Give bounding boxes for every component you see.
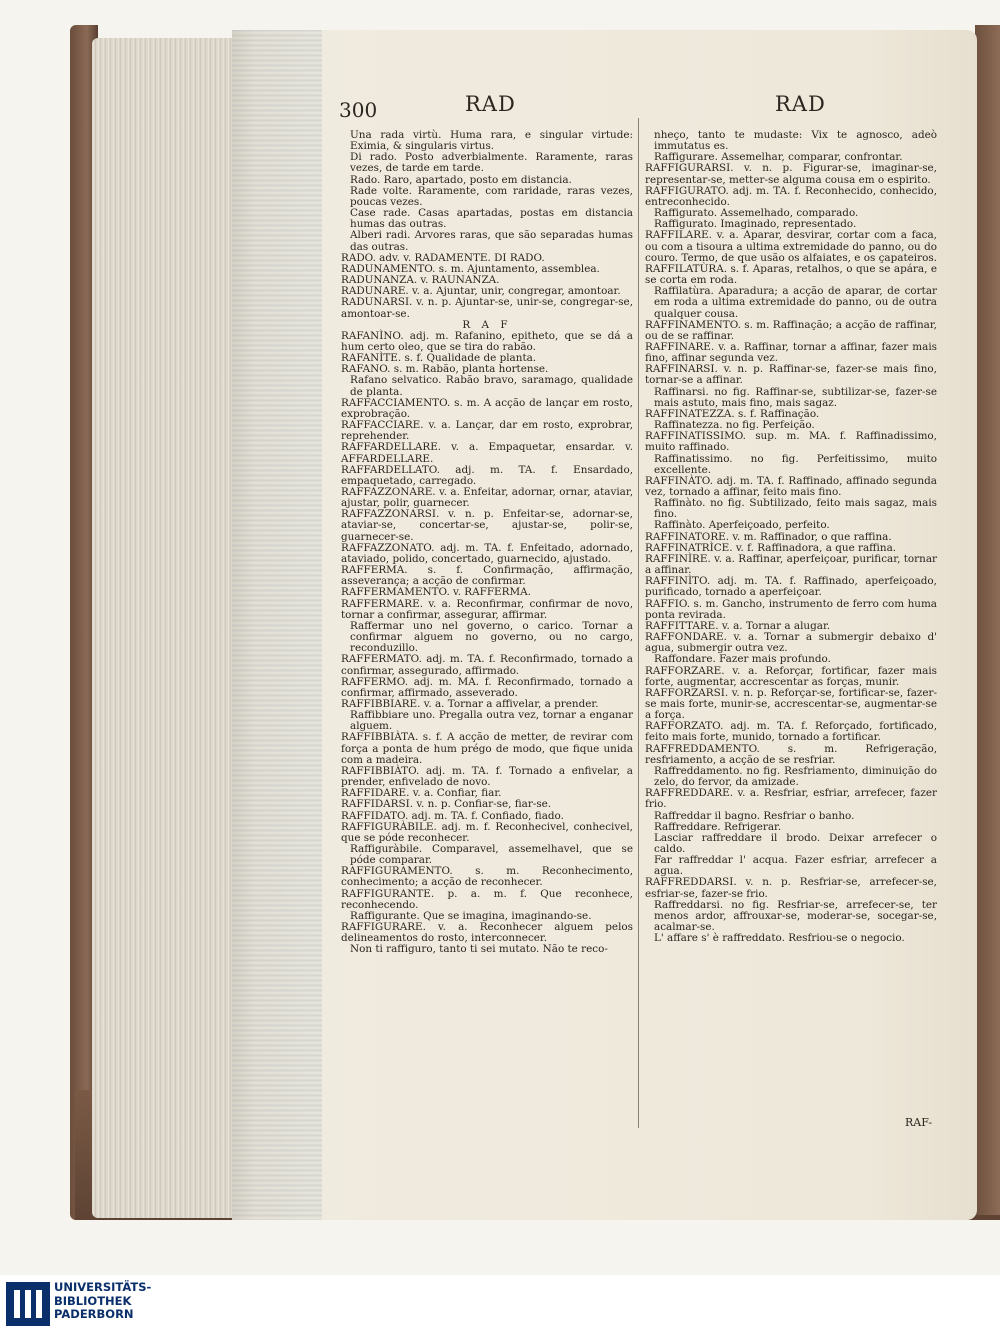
running-header-right: RAD — [775, 92, 826, 116]
dictionary-subentry: Raffinatissimo. no fig. Perfeitissimo, muito excellente. — [654, 452, 937, 476]
running-header-left: RAD — [465, 92, 516, 116]
dictionary-entry: RAFFERMO. adj. m. MA. f. Reconfirmado, tornado a confirmar, affirmado, asseverado. — [341, 675, 633, 699]
dictionary-subentry: nheço, tanto te mudaste: Vix te agnosco, adeò immutatus es. — [654, 129, 937, 153]
dictionary-subentry: Raffondare. Fazer mais profundo. — [654, 653, 831, 666]
dictionary-entry: RAFFAZZONARSI. v. n. p. Enfeitar-se, adornar-se, ataviar-se, concertar-se, ajustar-se, polir-se, guarnecer-se. — [341, 508, 633, 543]
dictionary-subentry: Raffinarsi. no fig. Raffinar-se, subtilizar-se, fazer-se mais astuto, mais fino, mais sagaz. — [654, 385, 937, 409]
dictionary-entry: RAFFITTARE. v. a. Tornar a alugar. — [645, 619, 831, 632]
column-divider — [638, 118, 639, 1128]
dictionary-subentry: Raffigurato. Assemelhado, comparado. — [654, 207, 859, 220]
library-footer — [0, 1275, 1000, 1330]
library-logo-icon — [6, 1282, 50, 1326]
dictionary-entry: RAFFACCIAMENTO. s. m. A acção de lançar em rosto, exprobração. — [341, 396, 633, 420]
dictionary-entry: RAFFILATÙRA. s. f. Aparas, retalhos, o que se apára, e se corta em roda. — [645, 262, 937, 287]
dictionary-subentry: Raffinàto. Aperfeiçoado, perfeito. — [654, 519, 830, 532]
dictionary-entry: RADUNARSI. v. n. p. Ajuntar-se, unir-se, congregar-se, amontoar-se. — [341, 296, 633, 320]
dictionary-entry: RAFFINÌRE. v. a. Raffinar, aperfeiçoar, purificar, tornar a affinar. — [645, 552, 937, 577]
dictionary-subentry: Rado. Raro, apartado, posto em distancia. — [350, 173, 572, 186]
dictionary-subentry: Far raffreddar l' acqua. Fazer esfriar, arrefecer a agua. — [654, 854, 937, 878]
dictionary-entry: RAFFIO. s. m. Gancho, instrumento de ferro com huma ponta revirada. — [645, 597, 937, 621]
dictionary-column-right — [645, 130, 937, 944]
dictionary-entry: RAFFORZARE. v. a. Reforçar, fortificar, fazer mais forte, augmentar, accrescentar as forças, munir. — [645, 664, 937, 688]
dictionary-subentry: Raffreddare. Refrigerar. — [654, 820, 782, 833]
dictionary-subentry: Alberi radi. Arvores raras, que são separadas humas das outras. — [350, 229, 633, 253]
logo-line-3: PADERBORN — [54, 1307, 134, 1321]
dictionary-entry: RAFFIGURARE. v. a. Reconhecer alguem pelos delineamentos do rosto, interconnecer. — [341, 921, 633, 945]
dictionary-entry: RAFFINATEZZA. s. f. Raffinação. — [645, 407, 820, 420]
logo-line-2: BIBLIOTHEK — [54, 1293, 132, 1308]
dictionary-entry: RAFANÌTE. s. f. Qualidade de planta. — [341, 352, 537, 365]
dictionary-entry: RAFFILARE. v. a. Aparar, desvirar, cortar com a faca, ou com a tisoura a ultima extremidade do panno, ou do couro. Termo, de que usão os alfaiates, e os çapateiros. — [645, 229, 937, 264]
dictionary-subentry: Raffigurato. Imaginado, representado. — [654, 218, 857, 231]
dictionary-column-left — [341, 130, 633, 956]
dictionary-entry: RAFFAZZONARE. v. a. Enfeitar, adornar, ornar, ataviar, ajustar, polir, guarnecer. — [341, 486, 633, 510]
dictionary-entry: RAFFIDATO. adj. m. TA. f. Confiado, fiado. — [341, 809, 564, 822]
dictionary-entry: RAFANO. s. m. Rabão, planta hortense. — [341, 363, 549, 376]
dictionary-entry: RAFFREDDARE. v. a. Resfriar, esfriar, arrefecer, fazer frio. — [645, 787, 937, 811]
dictionary-entry: RADUNARE. v. a. Ajuntar, unir, congregar, amontoar. — [341, 285, 621, 298]
page-gutter-shading — [232, 30, 322, 1220]
dictionary-entry: RAFFORZARSI. v. n. p. Reforçar-se, fortificar-se, fazer-se mais forte, munir-se, accrescentar-se, augmentar-se a força. — [645, 686, 937, 722]
dictionary-entry: RAFFONDARE. v. a. Tornar a submergir debaixo d' agua, submergir outra vez. — [645, 631, 937, 655]
dictionary-subentry: Raffreddarsi. no fig. Resfriar-se, arrefecer-se, ter menos ardor, affrouxar-se, moderar-se, socegar-se, acalmar-se. — [654, 898, 937, 934]
dictionary-entry: RAFFINATORE. v. m. Raffinador, o que raffina. — [645, 530, 892, 543]
dictionary-entry: RAFFINATISSIMO. sup. m. MA. f. Raffinadissimo, muito raffinado. — [645, 430, 937, 454]
dictionary-subentry: Raffreddar il bagno. Resfriar o banho. — [654, 809, 855, 822]
dictionary-entry: RAFFIGURAMENTO. s. m. Reconhecimento, conhecimento; a acção de reconhecer. — [341, 865, 633, 889]
dictionary-entry: RAFFIBBIÀTO. adj. m. TA. f. Tornado a enfivelar, a prender, enfivelado de novo. — [341, 764, 633, 789]
dictionary-subentry: Non ti raffiguro, tanto ti sei mutato. Não te reco- — [350, 943, 608, 956]
dictionary-entry: RADO. adv. v. RADAMENTE. DI RADO. — [341, 251, 545, 264]
dictionary-subentry: Raffermar uno nel governo, o carico. Tornar a confirmar alguem no governo, ou no cargo, reconduzillo. — [350, 619, 633, 655]
dictionary-entry: RAFFIGURÀBILE. adj. m. f. Reconhecivel, conhecivel, que se póde reconhecer. — [341, 820, 633, 844]
dictionary-entry: RAFFIGURATO. adj. m. TA. f. Reconhecido, conhecido, entreconhecido. — [645, 184, 937, 208]
dictionary-subentry: Case rade. Casas apartadas, postas em distancia humas das outras. — [350, 207, 633, 231]
dictionary-entry: RAFFIBBIÀTA. s. f. A acção de metter, de revirar com força a ponta de hum prégo de modo, que fique unida com a madeira. — [341, 731, 633, 766]
dictionary-entry: RAFFREDDAMENTO. s. m. Refrigeração, resfriamento, a acção de se resfriar. — [645, 742, 937, 766]
dictionary-subentry: Raffilatùra. Aparadura; a acção de aparar, de cortar em roda a ultima extremidade do panno, ou de outra qualquer cousa. — [654, 285, 937, 320]
dictionary-entry: RAFFINARSI. v. n. p. Raffinar-se, fazer-se mais fino, tornar-se a affinar. — [645, 363, 937, 387]
dictionary-entry: RAFFIGURARSI. v. n. p. Figurar-se, imaginar-se, representar-se, metter-se alguma cousa em o espirito. — [645, 162, 937, 186]
dictionary-subentry: Una rada virtù. Huma rara, e singular virtude: Eximia, & singularis virtus. — [350, 129, 633, 153]
dictionary-entry: RAFFIDARSI. v. n. p. Confiar-se, fiar-se. — [341, 798, 552, 811]
dictionary-entry: RAFFREDDARSI. v. n. p. Resfriar-se, arrefecer-se, esfriar-se, fazer-se frio. — [645, 876, 937, 900]
dictionary-entry: RAFANÌNO. adj. m. Rafanino, epitheto, que se dá a hum certo oleo, que se tira do rabão. — [341, 329, 633, 353]
dictionary-entry: RAFFERMARE. v. a. Reconfirmar, confirmar de novo, tornar a confirmar, assegurar, affirmar. — [341, 597, 633, 621]
dictionary-subentry: Raffigurante. Que se imagina, imaginando-se. — [350, 909, 592, 922]
dictionary-entry: RAFFINÀTO. adj. m. TA. f. Raffinado, affinado segunda vez, tornado a affinar, feito mais fino. — [645, 474, 937, 498]
dictionary-entry: RAFFINÌTO. adj. m. TA. f. Raffinado, aperfeiçoado, purificado, tornado a aperfeiçoar. — [645, 575, 937, 599]
logo-line-1: UNIVERSITÄTS- — [54, 1280, 152, 1294]
dictionary-entry: RAFFIDARE. v. a. Confiar, fiar. — [341, 787, 502, 800]
dictionary-entry: RADUNANZA. v. RAUNANZA. — [341, 274, 500, 287]
dictionary-entry: RAFFARDELLARE. v. a. Empaquetar, ensardar. v. AFFARDELLARE. — [341, 441, 633, 465]
dictionary-entry: RAFFINAMENTO. s. m. Raffinação; a acção de raffinar, ou de se raffinar. — [645, 318, 937, 342]
dictionary-subentry: Raffibbiare uno. Pregalla outra vez, tornar a enganar alguem. — [350, 709, 633, 733]
dictionary-entry: RAFFERMATO. adj. m. TA. f. Reconfirmado, tornado a confirmar, assegurado, affirmado. — [341, 653, 633, 677]
dictionary-entry: RAFFERMAMENTO. v. RAFFERMA. — [341, 586, 531, 599]
dictionary-entry: RAFFORZATO. adj. m. TA. f. Reforçado, fortificado, feito mais forte, munido, tornado a fortificar. — [645, 720, 937, 744]
dictionary-entry: RAFFACCIARE. v. a. Lançar, dar em rosto, exprobrar, reprehender. — [341, 419, 633, 443]
dictionary-entry: RAFFERMA. s. f. Confirmação, affirmação, asseverança; a acção de confirmar. — [341, 564, 633, 588]
section-heading: R A F — [462, 318, 512, 331]
dictionary-subentry: Raffinatezza. no fig. Perfeição. — [654, 419, 815, 432]
dictionary-subentry: Raffiguràbile. Comparavel, assemelhavel, que se póde comparar. — [350, 843, 633, 867]
dictionary-entry: RAFFINARE. v. a. Raffinar, tornar a affinar, fazer mais fino, affinar segunda vez. — [645, 340, 937, 365]
dictionary-entry: RADUNAMENTO. s. m. Ajuntamento, assemblea. — [341, 262, 600, 275]
dictionary-subentry: Raffreddamento. no fig. Resfriamento, diminuição do zelo, do fervor, da amizade. — [654, 764, 937, 789]
catchword: RAF- — [905, 1116, 933, 1129]
dictionary-entry: RAFFINATRÌCE. v. f. Raffinadora, a que raffina. — [645, 541, 897, 554]
dictionary-entry: RAFFIGURANTE. p. a. m. f. Que reconhece, reconhecendo. — [341, 887, 633, 911]
dictionary-subentry: Lasciar raffreddare il brodo. Deixar arrefecer o caldo. — [654, 831, 937, 855]
dictionary-entry: RAFFIBBIARE. v. a. Tornar a affivelar, a prender. — [341, 697, 599, 710]
dictionary-subentry: Raffinàto. no fig. Subtilizado, feito mais sagaz, mais fino. — [654, 497, 937, 521]
dictionary-entry: RAFFARDELLATO. adj. m. TA. f. Ensardado, empaquetado, carregado. — [341, 463, 633, 487]
dictionary-entry: RAFFAZZONATO. adj. m. TA. f. Enfeitado, adornado, ataviado, polido, concertado, guarnecido, ajustado. — [341, 541, 633, 565]
page-number: 300 — [339, 98, 378, 122]
dictionary-subentry: Rafano selvatico. Rabão bravo, saramago, qualidade de planta. — [350, 374, 633, 398]
dictionary-subentry: Di rado. Posto adverbialmente. Raramente, raras vezes, de tarde em tarde. — [350, 151, 633, 175]
dictionary-subentry: Rade volte. Raramente, com raridade, raras vezes, poucas vezes. — [350, 184, 633, 208]
dictionary-subentry: L' affare s' è raffreddato. Resfriou-se o negocio. — [654, 932, 905, 945]
dictionary-subentry: Raffigurare. Assemelhar, comparar, confrontar. — [654, 151, 903, 164]
book-cover-right — [975, 25, 1000, 1215]
page-edges — [92, 38, 237, 1218]
